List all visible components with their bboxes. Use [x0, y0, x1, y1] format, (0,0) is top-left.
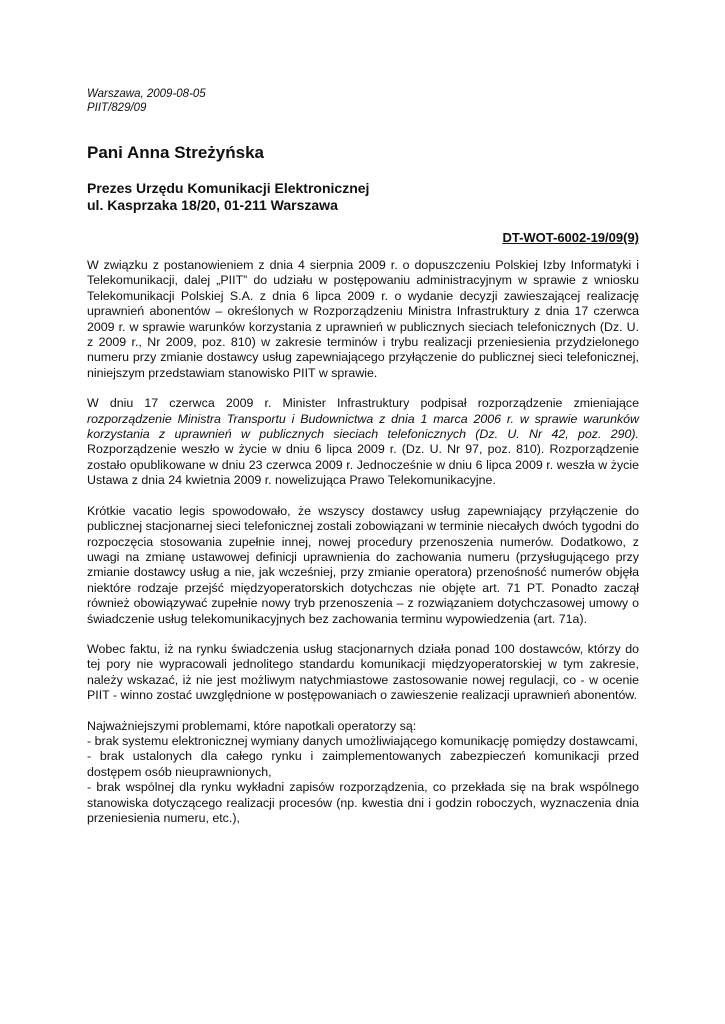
- paragraph-vacatio-legis: Krótkie vacatio legis spowodowało, że wszyscy dostawcy usług zapewniający przyłączenie do publicznej stacjonarnej sieci telefonicznej zostali zobowiązani w terminie niecałych dwóch tygodni do rozpoczęcia stosowania zupełnie innej, nowej procedury przenoszenia numerów. Dodatkowo, z uwagi na zmianę ustawowej definicji uprawnienia do zachowania numeru (przysługującego przy zmianie dostawcy usług a nie, jak wcześniej, przy zmianie operatora) przenośność numerów objęła niektóre rodzaje przejść międzyoperatorskich dotychczas nie objęte art. 71 PT. Ponadto zaczął również obowiązywać zupełnie nowy tryb przenoszenia – z rozwiązaniem dotychczasowej umowy o świadczenie usług telekomunikacyjnych bez zachowania terminu wypowiedzenia (art. 71a).: [87, 503, 639, 626]
- reference-number: DT-WOT-6002-19/09(9): [502, 230, 639, 245]
- regulation-title: rozporządzenie Ministra Transportu i Budownictwa z dnia 1 marca 2006 r. w sprawie warunków korzystania z uprawnień w publicznych sieciach telefonicznych (Dz. U. Nr 42, poz. 290).: [87, 411, 639, 442]
- place-date: Warszawa, 2009-08-05: [87, 88, 206, 100]
- recipient-street: ul. Kasprzaka 18/20, 01-211 Warszawa: [87, 197, 338, 213]
- problems-list: [87, 734, 639, 826]
- list-item: - brak wspólnej dla rynku wykładni zapisów rozporządzenia, co przekłada się na brak wspólnego stanowiska dotyczącego realizacji procesów (np. kwestia dni i godzin roboczych, wyznaczenia dnia przeniesienia numeru, etc.),: [87, 780, 639, 825]
- recipient-address: [87, 180, 369, 214]
- recipient-org-title: Prezes Urzędu Komunikacji Elektronicznej: [87, 180, 370, 196]
- paragraph-intro: W związku z postanowieniem z dnia 4 sierpnia 2009 r. o dopuszczeniu Polskiej Izby Informatyki i Telekomunikacji, dalej „PIIT” do udziału w postępowaniu administracyjnym w sprawie z wniosku Telekomunikacji Polskiej S.A. z dnia 6 lipca 2009 r. o wydanie decyzji zawieszającej realizację uprawnień abonentów – określonych w Rozporządzeniu Ministra Infrastruktury z dnia 17 czerwca 2009 r. w sprawie warunków korzystania z uprawnień w publicznych sieciach telefonicznych (Dz. U. z 2009 r., Nr 2009, poz. 810) w zakresie terminów i trybu realizacji przeniesienia przydzielonego numeru przy zmianie dostawcy usług zapewniającego przyłączenie do publicznej sieci telefonicznej, niniejszym przedstawiam stanowisko PIIT w sprawie.: [87, 258, 639, 380]
- paragraph-market: Wobec faktu, iż na rynku świadczenia usług stacjonarnych działa ponad 100 dostawców, którzy do tej pory nie wypracowali jednolitego standardu komunikacji międzyoperatorskiej w tym zakresie, należy wskazać, iż nie jest możliwym natychmiastowe zastosowanie nowej regulacji, co - w ocenie PIIT - winno zostać uwzględnione w postępowaniach o zawieszenie realizacji uprawnień abonentów.: [87, 641, 639, 703]
- letter-header: [87, 87, 206, 115]
- paragraph-regulation-rest: Rozporządzenie weszło w życie w dniu 6 lipca 2009 r. (Dz. U. Nr 97, poz. 810). Rozporządzenie zostało opublikowane w dniu 23 czerwca 2009 r. Jednocześnie w dniu 6 lipca 2009 r. weszła w życie Ustawa z dnia 24 kwietnia 2009 r. nowelizująca Prawo Telekomunikacyjne.: [87, 442, 639, 488]
- paragraph-regulation: [87, 396, 639, 488]
- list-item: - brak ustalonych dla całego rynku i zaimplementowanych zabezpieczeń komunikacji przed dostępem osób nieuprawnionych,: [87, 749, 639, 779]
- list-item: - brak systemu elektronicznej wymiany danych umożliwiającego komunikację pomiędzy dostawcami,: [87, 733, 638, 748]
- document-number: PIIT/829/09: [87, 102, 147, 114]
- paragraph-regulation-lead: W dniu 17 czerwca 2009 r. Minister Infrastruktury podpisał rozporządzenie zmieniające: [87, 396, 639, 411]
- letter-body: [87, 258, 639, 826]
- paragraph-problems-intro: Najważniejszymi problemami, które napotkali operatorzy są:: [87, 718, 417, 733]
- recipient-name: Pani Anna Streżyńska: [87, 143, 264, 162]
